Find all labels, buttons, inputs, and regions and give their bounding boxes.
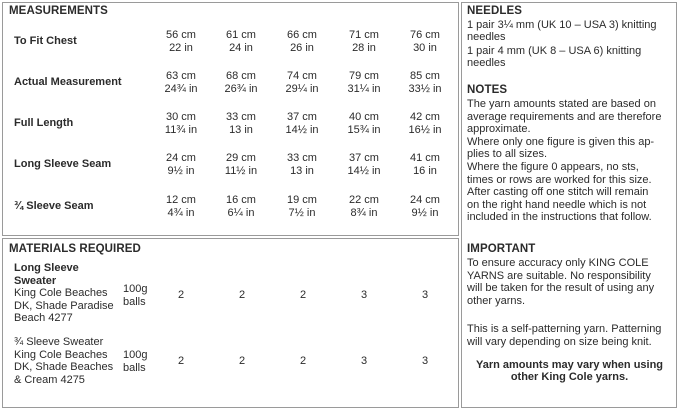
measurement-cm-cell: 71 cm xyxy=(349,29,379,41)
material-count-cell: 2 xyxy=(299,355,307,367)
measurement-cm-cell: 22 cm xyxy=(349,194,379,206)
measurement-row-label: Full Length xyxy=(14,117,74,129)
measurement-cm-cell: 19 cm xyxy=(287,194,317,206)
measurement-in-cell: 16 in xyxy=(413,165,437,177)
measurement-in-cell: 4¾ in xyxy=(167,207,195,219)
material-count-cell: 3 xyxy=(421,355,429,367)
important-line: will vary depending on size being knit. xyxy=(467,335,652,348)
important-line: To ensure accuracy only KING COLE xyxy=(467,257,649,269)
measurement-cm-cell: 63 cm xyxy=(166,70,196,82)
material-count-cell: 2 xyxy=(238,289,246,301)
material-desc-line: Beach 4277 xyxy=(14,312,73,324)
measurement-cm-cell: 56 cm xyxy=(166,29,196,41)
material-unit-weight: 100g xyxy=(123,283,148,295)
material-desc-line: DK, Shade Beaches xyxy=(14,361,114,373)
measurement-cm-cell: 37 cm xyxy=(349,152,379,164)
needles-heading: NEEDLES xyxy=(467,5,523,17)
measurement-in-cell: 24 in xyxy=(229,42,253,54)
notes-heading: NOTES xyxy=(467,84,508,96)
measurement-in-cell: 6¼ in xyxy=(227,207,255,219)
measurement-in-cell: 24¾ in xyxy=(164,83,198,95)
material-desc-line: DK, Shade Paradise xyxy=(14,299,114,312)
important-line: will be taken for the result of using any xyxy=(467,282,655,295)
important-heading: IMPORTANT xyxy=(467,243,536,255)
measurement-cm-cell: 37 cm xyxy=(287,111,317,123)
measurement-in-cell: 26 in xyxy=(290,42,314,54)
measurement-cm-cell: 33 cm xyxy=(287,152,317,164)
measurement-in-cell: 29¼ in xyxy=(285,83,319,95)
material-unit-label: balls xyxy=(123,295,146,308)
measurement-cm-cell: 79 cm xyxy=(349,70,379,82)
material-unit-label: balls xyxy=(123,361,146,374)
measurement-in-cell: 30 in xyxy=(413,42,437,54)
measurement-cm-cell: 40 cm xyxy=(349,111,379,123)
material-count-cell: 2 xyxy=(299,289,307,301)
notes-line: approximate. xyxy=(467,123,531,136)
notes-line: average requirements and are therefore xyxy=(467,110,662,123)
measurement-cm-cell: 66 cm xyxy=(287,29,317,41)
measurement-cm-cell: 85 cm xyxy=(410,70,440,82)
measurement-cm-cell: 30 cm xyxy=(166,111,196,123)
measurement-in-cell: 9½ in xyxy=(411,207,439,219)
material-count-cell: 3 xyxy=(360,289,368,301)
important-bold-line-1: Yarn amounts may vary when using xyxy=(475,359,664,371)
material-count-cell: 2 xyxy=(177,355,185,367)
measurement-row-label: ¾ Sleeve Seam xyxy=(14,200,94,212)
measurement-cm-cell: 61 cm xyxy=(226,29,256,41)
measurement-in-cell: 28 in xyxy=(352,42,376,54)
notes-line: on the right hand needle which is not xyxy=(467,198,647,211)
material-desc-line: King Cole Beaches xyxy=(14,287,108,299)
notes-line: After casting off one stitch will remain xyxy=(467,186,649,199)
notes-line: Where the figure 0 appears, no sts, xyxy=(467,161,639,173)
measurement-in-cell: 26¾ in xyxy=(224,83,258,95)
material-count-cell: 3 xyxy=(360,355,368,367)
measurement-in-cell: 31¼ in xyxy=(347,83,381,95)
measurement-in-cell: 14½ in xyxy=(285,124,319,136)
important-line: YARNS are suitable. No responsibility xyxy=(467,269,651,282)
material-count-cell: 2 xyxy=(177,289,185,301)
measurement-cm-cell: 12 cm xyxy=(166,194,196,206)
measurement-in-cell: 22 in xyxy=(169,42,193,54)
measurement-in-cell: 9½ in xyxy=(167,165,195,177)
measurements-heading: MEASUREMENTS xyxy=(9,5,108,17)
measurement-row-label: Actual Measurement xyxy=(14,76,122,88)
measurement-cm-cell: 74 cm xyxy=(287,70,317,82)
notes-line: The yarn amounts stated are based on xyxy=(467,98,656,110)
material-title: Long Sleeve Sweater xyxy=(14,262,79,287)
measurement-row-label: To Fit Chest xyxy=(14,35,77,47)
measurement-in-cell: 16½ in xyxy=(408,124,442,136)
important-line: other yarns. xyxy=(467,294,526,307)
measurement-cm-cell: 29 cm xyxy=(226,152,256,164)
measurement-in-cell: 11¾ in xyxy=(164,124,198,136)
needles-line-2: needles xyxy=(467,31,506,43)
measurement-cm-cell: 68 cm xyxy=(226,70,256,82)
notes-line: times or rows are worked for this size. xyxy=(467,173,652,186)
measurement-cm-cell: 33 cm xyxy=(226,111,256,123)
notes-line: Where only one figure is given this ap- xyxy=(467,135,655,148)
material-title: ¾ Sleeve Sweater xyxy=(14,336,104,348)
material-desc-line: King Cole Beaches xyxy=(14,348,108,361)
needles-line-3: 1 pair 4 mm (UK 8 – USA 6) knitting xyxy=(467,45,642,57)
notes-line: included in the instructions that follow. xyxy=(467,211,652,224)
measurement-in-cell: 15¾ in xyxy=(347,124,381,136)
material-count-cell: 2 xyxy=(238,355,246,367)
material-count-cell: 3 xyxy=(421,289,429,301)
material-desc-line: & Cream 4275 xyxy=(14,373,85,386)
measurement-cm-cell: 24 cm xyxy=(410,194,440,206)
measurement-row-label: Long Sleeve Seam xyxy=(14,158,112,170)
measurement-cm-cell: 76 cm xyxy=(410,29,440,41)
measurement-in-cell: 8¾ in xyxy=(350,207,378,219)
important-line: This is a self-patterning yarn. Patterning xyxy=(467,323,662,335)
measurement-cm-cell: 24 cm xyxy=(166,152,196,164)
materials-heading: MATERIALS REQUIRED xyxy=(9,243,141,255)
needles-line-4: needles xyxy=(467,57,506,69)
measurement-in-cell: 13 in xyxy=(290,165,314,177)
measurement-in-cell: 7½ in xyxy=(288,207,316,219)
measurement-in-cell: 33½ in xyxy=(408,83,442,95)
important-bold-line-2: other King Cole yarns. xyxy=(510,371,629,383)
measurement-in-cell: 13 in xyxy=(229,124,253,136)
notes-line: plies to all sizes. xyxy=(467,148,548,161)
needles-line-1: 1 pair 3¼ mm (UK 10 – USA 3) knitting xyxy=(467,19,657,31)
measurement-cm-cell: 41 cm xyxy=(410,152,440,164)
measurement-cm-cell: 42 cm xyxy=(410,111,440,123)
measurement-in-cell: 14½ in xyxy=(347,165,381,177)
measurement-in-cell: 11½ in xyxy=(224,165,258,177)
material-unit-weight: 100g xyxy=(123,349,148,361)
measurement-cm-cell: 16 cm xyxy=(226,194,256,206)
